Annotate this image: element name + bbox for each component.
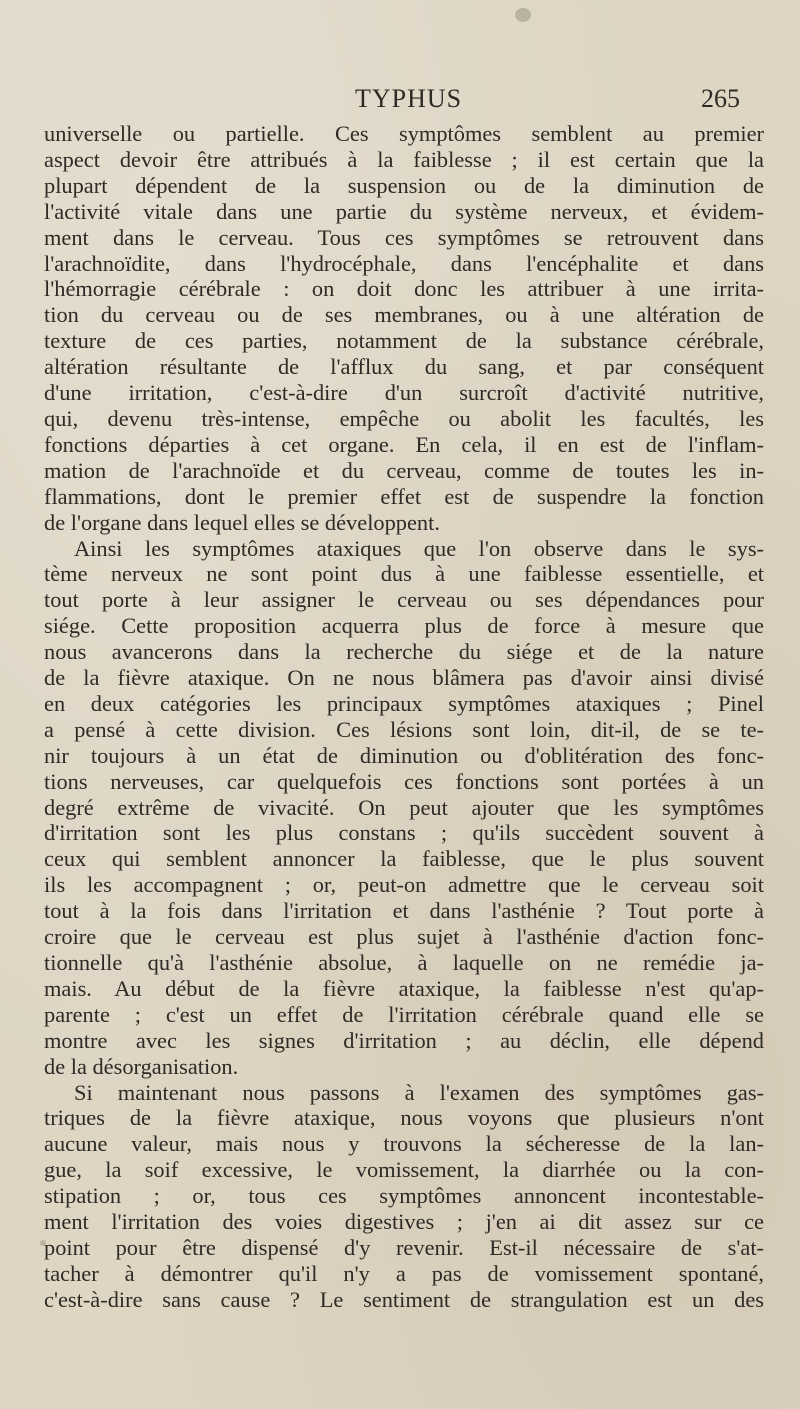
text-line: qui, devenu très-intense, empêche ou abolit les facultés, les — [44, 405, 764, 431]
text-line: plupart dépendent de la suspension ou de la diminution de — [44, 172, 764, 198]
running-title: TYPHUS — [355, 84, 463, 113]
text-line: tout à la fois dans l'irritation et dans l'asthénie ? Tout porte à — [44, 898, 764, 924]
text-line: ment dans le cerveau. Tous ces symptômes se retrouvent dans — [44, 224, 764, 250]
text-line: flammations, dont le premier effet est de suspendre la fonction — [44, 483, 764, 509]
text-line: tout porte à leur assigner le cerveau ou ses dépendances pour — [44, 587, 764, 613]
text-line: l'arachnoïdite, dans l'hydrocéphale, dans l'encéphalite et dans — [44, 250, 764, 276]
text-line: c'est-à-dire sans cause ? Le sentiment de strangulation est un des — [44, 1286, 764, 1312]
text-line: ils les accompagnent ; or, peut-on admettre que le cerveau soit — [44, 872, 764, 898]
text-line: tème nerveux ne sont point dus à une faiblesse essentielle, et — [44, 561, 764, 587]
text-line: d'une irritation, c'est-à-dire d'un surcroît d'activité nutritive, — [44, 380, 764, 406]
text-line: de l'organe dans lequel elles se développent. — [44, 509, 440, 535]
text-line: de la fièvre ataxique. On ne nous blâmera pas d'avoir ainsi divisé — [44, 665, 764, 691]
text-line: fonctions départies à cet organe. En cela, il en est de l'inflam- — [44, 431, 764, 457]
text-line: degré extrême de vivacité. On peut ajouter que les symptômes — [44, 794, 764, 820]
text-line: siége. Cette proposition acquerra plus de force à mesure que — [44, 613, 764, 639]
text-line: tionnelle qu'à l'asthénie absolue, à laquelle on ne remédie ja- — [44, 950, 764, 975]
text-line: ment l'irritation des voies digestives ; j'en ai dit assez sur ce — [44, 1209, 764, 1235]
page-number: 265 — [701, 84, 740, 113]
text-line: tacher à démontrer qu'il n'y a pas de vomissement spontané, — [44, 1260, 764, 1286]
text-line: stipation ; or, tous ces symptômes annoncent incontestable- — [44, 1183, 764, 1209]
text-line: montre avec les signes d'irritation ; au déclin, elle dépend — [44, 1027, 764, 1053]
text-line: croire que le cerveau est plus sujet à l'asthénie d'action fonc- — [44, 924, 764, 950]
paper-stain — [515, 8, 531, 22]
text-line: nir toujours à un état de diminution ou d'oblitération des fonc- — [44, 742, 764, 768]
text-line: Ainsi les symptômes ataxiques que l'on observe dans le sys- — [74, 535, 764, 561]
text-line: texture de ces parties, notamment de la substance cérébrale, — [44, 328, 764, 354]
page-header — [0, 84, 800, 120]
text-line: aspect devoir être attribués à la faiblesse ; il est certain que la — [44, 146, 764, 172]
text-line: universelle ou partielle. Ces symptômes semblent au premier — [44, 121, 764, 146]
text-line: en deux catégories les principaux symptômes ataxiques ; Pinel — [44, 690, 764, 716]
text-line: Si maintenant nous passons à l'examen des symptômes gas- — [74, 1079, 764, 1105]
text-line: gue, la soif excessive, le vomissement, la diarrhée ou la con- — [44, 1157, 764, 1183]
text-line: de la désorganisation. — [44, 1053, 239, 1079]
text-line: aucune valeur, mais nous y trouvons la sécheresse de la lan- — [44, 1131, 764, 1157]
text-line: a pensé à cette division. Ces lésions sont loin, dit-il, de se te- — [44, 716, 764, 742]
text-line: mais. Au début de la fièvre ataxique, la faiblesse n'est qu'ap- — [44, 975, 764, 1001]
text-line: parente ; c'est un effet de l'irritation cérébrale quand elle se — [44, 1001, 764, 1027]
text-line: tion du cerveau ou de ses membranes, ou à une altération de — [44, 302, 764, 328]
paper-stain — [40, 1240, 46, 1246]
text-line: l'hémorragie cérébrale : on doit donc les attribuer à une irrita- — [44, 276, 764, 302]
text-line: ceux qui semblent annoncer la faiblesse, que le plus souvent — [44, 846, 764, 872]
text-line: nous avancerons dans la recherche du siége et de la nature — [44, 639, 764, 665]
text-line: point pour être dispensé d'y revenir. Est-il nécessaire de s'at- — [44, 1234, 764, 1260]
text-line: altération résultante de l'afflux du sang, et par conséquent — [44, 354, 764, 380]
body-text — [44, 121, 764, 1313]
text-line: l'activité vitale dans une partie du système nerveux, et évidem- — [44, 198, 764, 224]
text-line: d'irritation sont les plus constans ; qu'ils succèdent souvent à — [44, 820, 764, 846]
text-line: triques de la fièvre ataxique, nous voyons que plusieurs n'ont — [44, 1105, 764, 1131]
text-line: mation de l'arachnoïde et du cerveau, comme de toutes les in- — [44, 457, 764, 483]
text-line: tions nerveuses, car quelquefois ces fonctions sont portées à un — [44, 768, 764, 794]
